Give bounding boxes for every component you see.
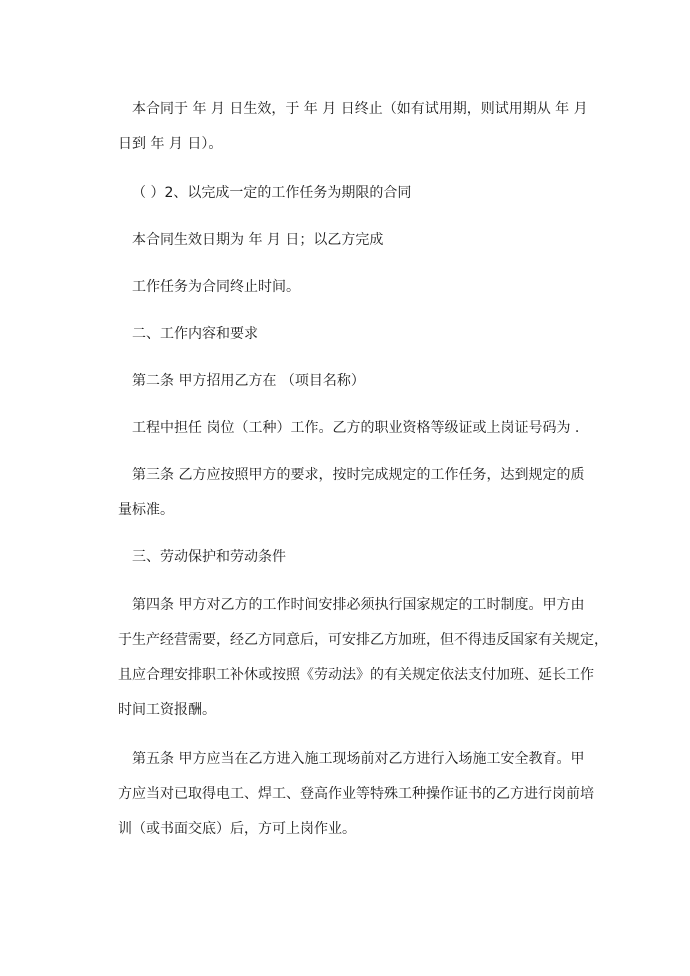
paragraph-position [118,411,588,446]
section-heading-work-content [118,317,588,352]
text-line: 方应当对已取得电工、焊工、登高作业等特殊工种操作证书的乙方进行岗前培 [118,786,594,802]
text-line: 于生产经营需要，经乙方同意后，可安排乙方加班，但不得违反国家有关规定， [118,632,608,648]
section-heading: 二、工作内容和要求 [132,326,258,342]
text-line: 第五条 甲方应当在乙方进入施工现场前对乙方进行入场施工安全教育。甲 [132,751,585,767]
text-line: 第四条 甲方对乙方的工作时间安排必须执行国家规定的工时制度。甲方由 [132,597,585,613]
text-line: （ ）2、以完成一定的工作任务为期限的合同 [132,185,412,201]
text-line: 工程中担任 岗位（工种）工作。乙方的职业资格等级证或上岗证号码为 . [132,420,580,436]
text-line: 第二条 甲方招用乙方在 （项目名称） [132,373,365,389]
text-line: 量标准。 [118,502,174,518]
paragraph-article-5 [118,742,594,847]
paragraph-effective-date [118,223,588,258]
text-line: 且应合理安排职工补休或按照《劳动法》的有关规定依法支付加班、延长工作 [118,667,594,683]
paragraph-termination-time [118,270,588,305]
text-line: 本合同于 年 月 日生效，于 年 月 日终止（如有试用期，则试用期从 年 月 [132,101,588,117]
paragraph-article-3 [118,458,588,528]
paragraph-article-4 [118,588,608,728]
text-line: 时间工资报酬。 [118,702,216,718]
paragraph-article-2 [118,364,588,399]
text-line: 本合同生效日期为 年 月 日；以乙方完成 [132,232,384,248]
section-heading: 三、劳动保护和劳动条件 [132,549,286,565]
paragraph-task-based-contract [118,176,588,211]
text-line: 第三条 乙方应按照甲方的要求，按时完成规定的工作任务，达到规定的质 [132,467,585,483]
text-line: 工作任务为合同终止时间。 [132,279,300,295]
section-heading-labor-protection [118,540,588,575]
paragraph-term-dates [118,92,588,162]
text-line: 日到 年 月 日）。 [118,136,223,152]
text-line: 训（或书面交底）后，方可上岗作业。 [118,821,356,837]
